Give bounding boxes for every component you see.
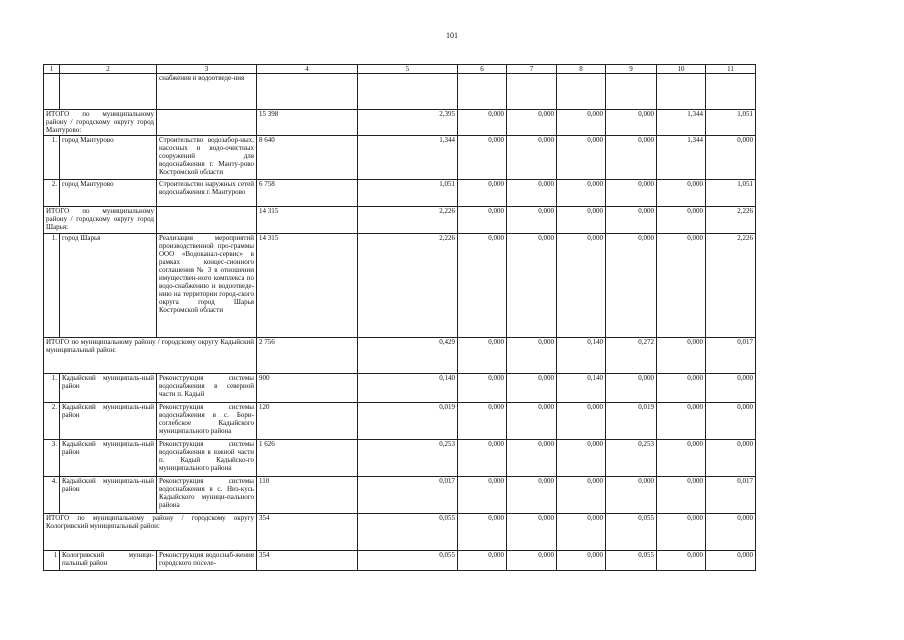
value-cell: 0,000 [458,403,507,440]
value-cell: 0,000 [507,110,557,136]
municipality-cell: Кадыйский муниципаль-ный район [60,403,157,440]
value-cell: 0,000 [458,440,507,477]
value-cell: 2,395 [358,110,458,136]
value-cell: 2,226 [706,207,756,234]
value-cell: 0,017 [358,477,458,514]
column-header: 2 [60,65,157,74]
value-cell: 0,055 [358,514,458,551]
column-header: 1 [44,65,60,74]
value-cell [706,74,756,110]
subtotal-label: ИТОГО по муниципальному району / городскому округу город Шарья: [44,207,157,234]
column-header: 5 [358,65,458,74]
value-cell: 0,017 [706,477,756,514]
value-cell: 14 315 [257,234,358,338]
value-cell: 0,000 [557,477,606,514]
value-cell: 0,000 [507,403,557,440]
number-cell: 2. [44,403,60,440]
value-cell: 0,055 [606,514,657,551]
value-cell: 0,000 [458,136,507,180]
value-cell: 0,055 [606,551,657,571]
municipality-cell: Кадыйский муниципаль-ный район [60,477,157,514]
municipality-cell: город Мантурово [60,180,157,207]
value-cell: 1,051 [706,180,756,207]
value-cell: 0,000 [657,234,706,338]
project-cell: снабжения и водоотведе-ния [157,74,257,110]
item-row [44,374,756,403]
value-cell: 0,000 [657,207,706,234]
value-cell: 0,000 [458,514,507,551]
column-header: 9 [606,65,657,74]
value-cell: 2,226 [358,207,458,234]
value-cell: 0,000 [606,207,657,234]
municipality-cell: Кадыйский муниципаль-ный район [60,440,157,477]
value-cell [507,74,557,110]
page-number: 101 [446,31,458,40]
subtotal-row [44,338,756,374]
value-cell: 0,140 [557,374,606,403]
subtotal-label: ИТОГО по муниципальному району / городскому округу Кологривский муниципальный район: [44,514,257,551]
value-cell: 1,051 [358,180,458,207]
value-cell: 0,000 [458,234,507,338]
value-cell: 354 [257,514,358,551]
number-cell: 4. [44,477,60,514]
column-header: 11 [706,65,756,74]
item-row [44,551,756,571]
value-cell: 0,000 [606,234,657,338]
value-cell: 0,000 [706,551,756,571]
value-cell [557,74,606,110]
value-cell: 900 [257,374,358,403]
value-cell: 1,344 [657,136,706,180]
value-cell [657,74,706,110]
value-cell: 0,019 [358,403,458,440]
number-cell: 1. [44,374,60,403]
municipality-cell: Кологривский муници-пальный район [60,551,157,571]
value-cell: 0,000 [458,338,507,374]
value-cell: 0,000 [657,477,706,514]
value-cell: 0,000 [557,180,606,207]
value-cell: 0,253 [358,440,458,477]
column-header: 8 [557,65,606,74]
value-cell: 0,000 [706,374,756,403]
value-cell: 0,019 [606,403,657,440]
value-cell: 0,000 [458,110,507,136]
value-cell: 0,000 [657,514,706,551]
project-cell: Строительство наружных сетей водоснабжения г. Мантурово [157,180,257,207]
value-cell: 0,000 [507,551,557,571]
value-cell: 0,140 [358,374,458,403]
value-cell: 0,140 [557,338,606,374]
municipality-cell: Кадыйский муниципаль-ный район [60,374,157,403]
municipality-cell [60,74,157,110]
value-cell: 0,000 [606,136,657,180]
value-cell: 0,000 [606,477,657,514]
value-cell: 0,000 [557,110,606,136]
number-cell: 2. [44,180,60,207]
value-cell: 6 758 [257,180,358,207]
value-cell: 0,000 [507,136,557,180]
value-cell: 0,000 [657,338,706,374]
value-cell: 8 640 [257,136,358,180]
value-cell: 0,272 [606,338,657,374]
value-cell [458,74,507,110]
value-cell: 0,000 [507,514,557,551]
value-cell: 0,000 [606,110,657,136]
value-cell: 0,000 [657,403,706,440]
number-cell: 3. [44,440,60,477]
value-cell: 0,000 [657,440,706,477]
value-cell: 2 756 [257,338,358,374]
project-cell: Реконструкция системы водоснабжения в с. Низ-кусь Кадыйского муници-пального района [157,477,257,514]
value-cell: 0,000 [507,374,557,403]
value-cell: 1,344 [657,110,706,136]
value-cell: 0,000 [557,514,606,551]
item-row [44,180,756,207]
project-cell: Реконструкция системы водоснабжения в южной части п. Кадый Кадыйско-го муниципального района [157,440,257,477]
value-cell: 0,429 [358,338,458,374]
value-cell: 0,000 [706,136,756,180]
subtotal-row [44,110,756,136]
item-row [44,440,756,477]
column-header: 4 [257,65,358,74]
continuation-row [44,74,756,110]
value-cell: 0,000 [507,477,557,514]
data-table [43,64,756,571]
item-row [44,234,756,338]
value-cell: 0,000 [557,136,606,180]
value-cell: 2,226 [706,234,756,338]
project-cell: Реконструкция водоснаб-жения городского поселе- [157,551,257,571]
subtotal-label: ИТОГО по муниципальному району / городскому округу Кадыйский муниципальный район: [44,338,257,374]
value-cell [257,74,358,110]
value-cell: 1 626 [257,440,358,477]
value-cell: 0,000 [557,234,606,338]
value-cell: 0,000 [657,374,706,403]
value-cell: 0,000 [507,338,557,374]
project-cell: Реализация мероприятий производственной про-граммы ООО «Водоканал-сервис» в рамках концес-сионного соглашения № 3 в отношении имуществен-ного комплекса по водо-снабжению и водоотведе-нию на территории город-ского округа город Шарья Костромской области [157,234,257,338]
value-cell: 1,344 [358,136,458,180]
project-cell: Реконструкция системы водоснабжения в с. Бори-согле́бское Кадыйского муниципального района [157,403,257,440]
subtotal-label: ИТОГО по муниципальному району / городскому округу город Мантурово: [44,110,157,136]
value-cell: 0,000 [557,551,606,571]
value-cell: 0,000 [706,403,756,440]
value-cell: 0,000 [706,440,756,477]
value-cell: 354 [257,551,358,571]
value-cell: 0,000 [657,180,706,207]
municipality-cell: город Мантурово [60,136,157,180]
value-cell: 0,000 [507,207,557,234]
value-cell: 0,000 [557,207,606,234]
value-cell: 0,000 [507,180,557,207]
value-cell: 0,000 [458,374,507,403]
value-cell: 0,000 [507,440,557,477]
value-cell: 14 315 [257,207,358,234]
column-header: 6 [458,65,507,74]
value-cell: 0,253 [606,440,657,477]
value-cell: 0,000 [557,440,606,477]
column-header: 10 [657,65,706,74]
item-row [44,477,756,514]
value-cell: 0,000 [606,374,657,403]
value-cell: 0,000 [458,180,507,207]
value-cell: 0,000 [557,403,606,440]
project-cell: Строительство водозабор-ных, насосных и водо-очистных сооружений для водоснабжения г. Манту-рово Костромской области [157,136,257,180]
value-cell: 110 [257,477,358,514]
value-cell: 0,055 [358,551,458,571]
value-cell: 0,000 [458,477,507,514]
header-row [44,65,756,74]
project-cell: Реконструкция системы водоснабжения в северной части п. Кадый [157,374,257,403]
item-row [44,136,756,180]
value-cell: 0,000 [507,234,557,338]
number-cell: 1. [44,136,60,180]
value-cell: 1,051 [706,110,756,136]
value-cell: 0,017 [706,338,756,374]
value-cell: 0,000 [657,551,706,571]
subtotal-row [44,514,756,551]
column-header: 7 [507,65,557,74]
subtotal-row [44,207,756,234]
value-cell: 120 [257,403,358,440]
value-cell: 0,000 [458,207,507,234]
column-header: 3 [157,65,257,74]
number-cell: 1 [44,551,60,571]
value-cell [358,74,458,110]
value-cell: 0,000 [458,551,507,571]
item-row [44,403,756,440]
value-cell [606,74,657,110]
municipality-cell: город Шарья [60,234,157,338]
project-cell [157,207,257,234]
value-cell: 15 398 [257,110,358,136]
number-cell [44,74,60,110]
project-cell [157,110,257,136]
value-cell: 2,226 [358,234,458,338]
value-cell: 0,000 [606,180,657,207]
value-cell: 0,000 [706,514,756,551]
number-cell: 1. [44,234,60,338]
